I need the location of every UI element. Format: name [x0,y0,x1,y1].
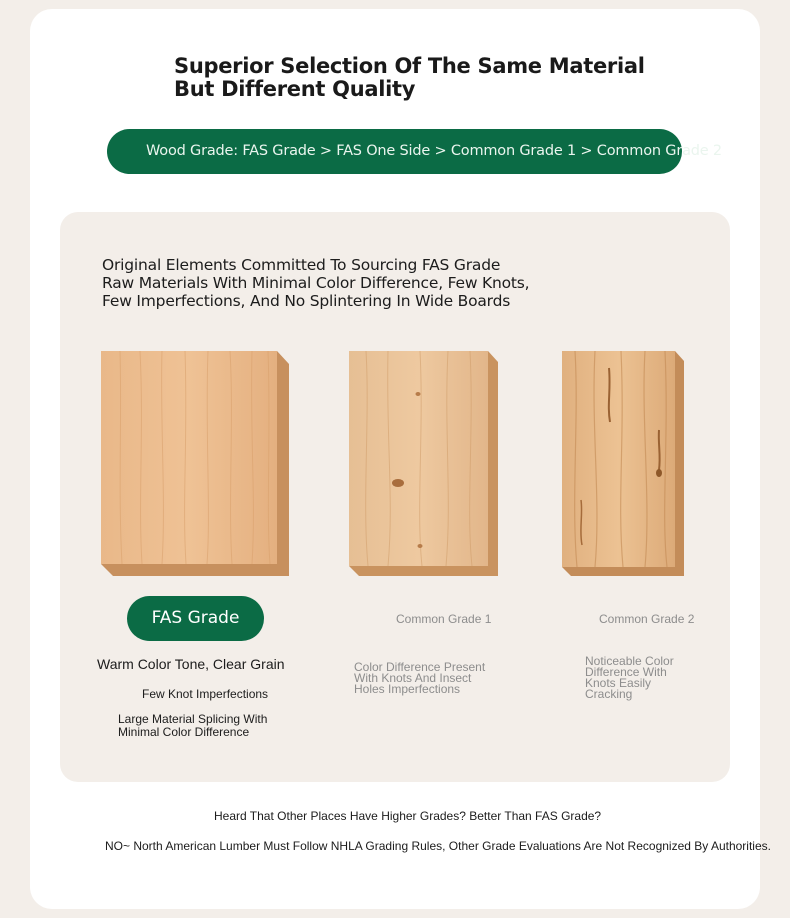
intro-line1: Original Elements Committed To Sourcing FAS Grade [102,256,501,274]
intro-line2: Raw Materials With Minimal Color Difference, Few Knots, [102,274,530,292]
fas-grade-wood-plank-image [100,350,290,577]
wood-grade-banner: Wood Grade: FAS Grade > FAS One Side > Common Grade 1 > Common Grade 2 [107,129,682,174]
common-grade-1-wood-plank-image [348,350,499,577]
fas-grade-main-description: Warm Color Tone, Clear Grain [97,656,285,672]
common-grade-2-description [585,656,674,700]
page-title-line2: But Different Quality [174,77,416,101]
fas-grade-point-1 [142,688,268,701]
common-grade-2-desc-line4: Cracking [585,687,633,701]
common-grade-2-wood-plank-image [561,350,685,577]
page-title [174,54,645,101]
common-grade-1-description [354,662,485,695]
intro-line3: Few Imperfections, And No Splintering In Wide Boards [102,292,511,310]
common-grade-2-desc-line3: Knots Easily [585,676,652,690]
common-grade-1-desc-line3: Holes Imperfections [354,682,461,696]
common-grade-2-desc-line2: Difference With [585,665,667,679]
fas-grade-button[interactable]: FAS Grade [127,596,264,641]
fas-grade-point-2-line1: Large Material Splicing With [118,712,268,726]
footer-answer: NO~ North American Lumber Must Follow NHLA Grading Rules, Other Grade Evaluations Are Not Recognized By Authorities. [105,839,771,853]
fas-grade-point-2-line2: Minimal Color Difference [118,725,250,739]
footer-question: Heard That Other Places Have Higher Grades? Better Than FAS Grade? [214,809,602,823]
page-title-line1: Superior Selection Of The Same Material [174,54,645,78]
common-grade-2-label: Common Grade 2 [599,612,695,626]
common-grade-2-desc-line1: Noticeable Color [585,654,674,668]
common-grade-1-desc-line2: With Knots And Insect [354,671,472,685]
common-grade-1-label: Common Grade 1 [396,612,492,626]
fas-grade-point-2 [118,713,267,739]
common-grade-1-desc-line1: Color Difference Present [354,660,486,674]
intro-text [102,256,562,310]
fas-grade-point-1-text: Few Knot Imperfections [142,687,269,701]
